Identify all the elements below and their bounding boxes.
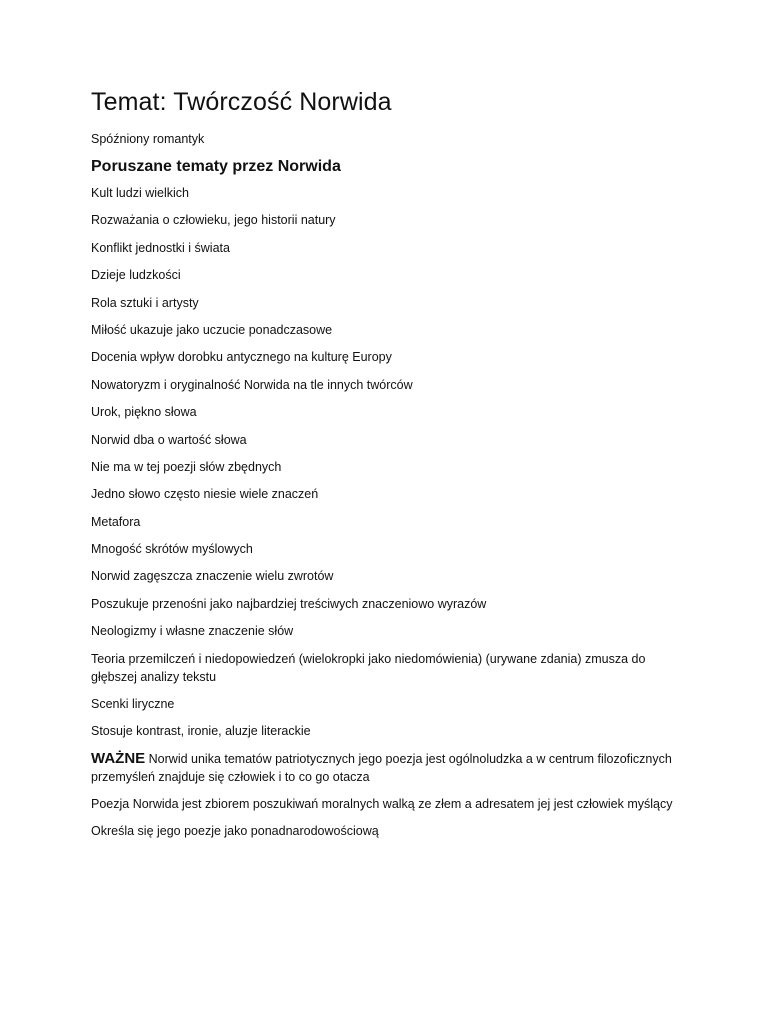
list-item: Neologizmy i własne znaczenie słów	[91, 624, 294, 639]
list-item: Konflikt jednostki i świata	[91, 240, 230, 255]
paragraph-moral: Poezja Norwida jest zbiorem poszukiwań moralnych walką ze złem a adresatem jej jest człowiek myślący	[91, 796, 673, 811]
list-item: Dzieje ludzkości	[91, 268, 181, 283]
list-item: Rola sztuki i artysty	[91, 295, 199, 310]
list-item: Scenki liryczne	[91, 697, 175, 712]
list-item: Teoria przemilczeń i niedopowiedzeń (wielokropki jako niedomówienia) (urywane zdania) zmusza do głębszej analizy tekstu	[91, 651, 646, 684]
important-text: Norwid unika tematów patriotycznych jego poezja jest ogólnoludzka a w centrum filozoficznych przemyśleń znajduje się człowiek i to co go otacza	[91, 751, 672, 784]
list-item: Norwid zagęszcza znaczenie wielu zwrotów	[91, 569, 334, 584]
important-label: WAŻNE	[91, 749, 146, 767]
paragraph-supranational: Określa się jego poezje jako ponadnarodowościową	[91, 823, 379, 838]
list-item: Jedno słowo często niesie wiele znaczeń	[91, 487, 319, 502]
topics-list	[91, 184, 681, 740]
list-item: Kult ludzi wielkich	[91, 186, 189, 200]
list-item: Nowatoryzm i oryginalność Norwida na tle innych twórców	[91, 377, 413, 392]
list-item: Poszukuje przenośni jako najbardziej treściwych znaczeniowo wyrazów	[91, 596, 487, 611]
document-page	[91, 86, 681, 849]
important-note	[91, 750, 681, 786]
list-item: Docenia wpływ dorobku antycznego na kulturę Europy	[91, 350, 392, 365]
list-item: Urok, piękno słowa	[91, 405, 197, 420]
list-item: Stosuje kontrast, ironie, aluzje literackie	[91, 724, 311, 739]
list-item: Norwid dba o wartość słowa	[91, 432, 247, 447]
list-item: Miłość ukazuje jako uczucie ponadczasowe	[91, 322, 333, 337]
document-title: Temat: Twórczość Norwida	[91, 88, 392, 116]
document-subtitle: Spóźniony romantyk	[91, 132, 205, 146]
list-item: Nie ma w tej poezji słów zbędnych	[91, 459, 282, 474]
list-item: Metafora	[91, 514, 141, 529]
list-item: Mnogość skrótów myślowych	[91, 542, 253, 557]
list-item: Rozważania o człowieku, jego historii natury	[91, 213, 336, 228]
section-heading: Poruszane tematy przez Norwida	[91, 158, 341, 175]
